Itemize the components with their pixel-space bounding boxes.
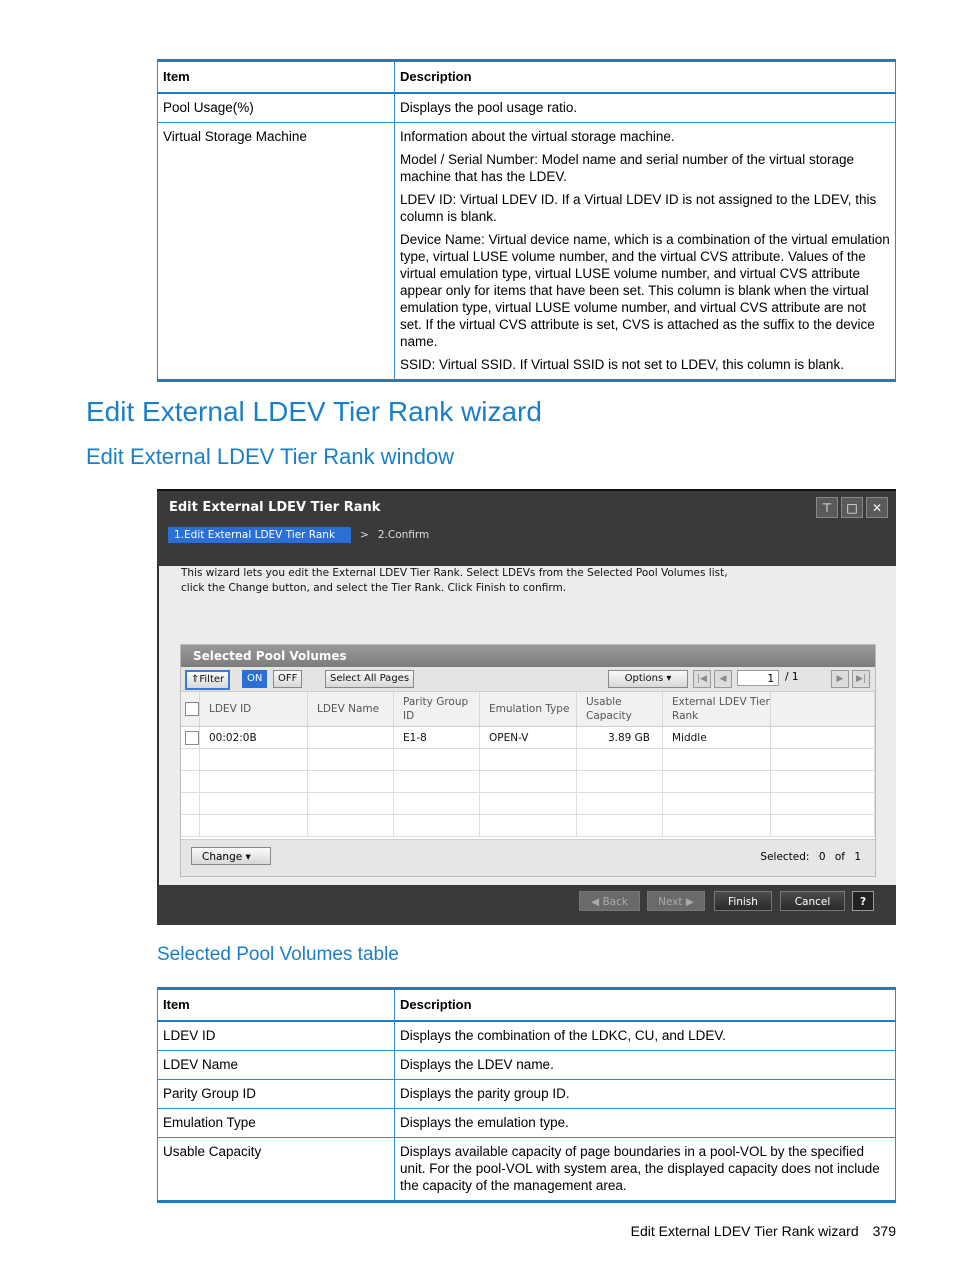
selected-total: 1 — [854, 851, 861, 863]
empty-row — [181, 793, 875, 815]
edit-tier-rank-window — [157, 489, 896, 925]
desc-paragraph: SSID: Virtual SSID. If Virtual SSID is not set to LDEV, this column is blank. — [400, 357, 844, 372]
col-emulation-type[interactable]: Emulation Type — [480, 692, 577, 727]
row-description: Displays the parity group ID. — [395, 1080, 896, 1109]
header-description: Description — [395, 989, 896, 1022]
desc-paragraph: Device Name: Virtual device name, which is a combination of the virtual emulation type, virtual LUSE volume number, and the virtual CVS attribute. Values of the virtual emulation type, virtual LUSE volume number, and virtual CVS attribute appear only for items that have been set. This column is blank when the virtual emulation type, virtual LUSE volume number, and virtual CVS attribute are not set. If the virtual CVS attribute is set, CVS is attached as the suffix to the device name. — [400, 232, 890, 349]
header-item: Item — [158, 61, 395, 94]
page-number: 379 — [872, 1223, 896, 1239]
selected-of: of — [834, 851, 845, 863]
section-heading-wizard: Edit External LDEV Tier Rank wizard — [86, 396, 542, 427]
table-row — [158, 1021, 896, 1051]
next-button[interactable]: Next ▶ — [647, 891, 705, 911]
page-number-input[interactable]: 1 — [737, 670, 779, 686]
filter-off-toggle[interactable]: OFF — [273, 670, 302, 688]
row-description: Displays the combination of the LDKC, CU, and LDEV. — [395, 1021, 896, 1051]
window-controls — [816, 497, 888, 518]
panel-footer — [181, 839, 875, 876]
row-description: Displays the LDEV name. — [395, 1051, 896, 1080]
panel-title: Selected Pool Volumes — [181, 645, 875, 667]
row-item: Pool Usage(%) — [158, 93, 395, 123]
col-empty — [771, 692, 875, 727]
row-description — [395, 123, 896, 381]
cell-ldev-id: 00:02:0B — [200, 727, 308, 749]
help-icon[interactable]: ? — [852, 891, 874, 911]
section-heading-window: Edit External LDEV Tier Rank window — [86, 444, 455, 469]
col-ldev-id[interactable]: LDEV ID — [200, 692, 308, 727]
header-item: Item — [158, 989, 395, 1022]
back-button[interactable]: ◀ Back — [579, 891, 640, 911]
pin-icon[interactable]: ⊤ — [816, 497, 838, 518]
cell-ldev-name — [308, 727, 394, 749]
cell-tier: Middle — [663, 727, 771, 749]
empty-row — [181, 815, 875, 837]
col-usable-capacity[interactable]: Usable Capacity — [577, 692, 663, 727]
row-checkbox[interactable] — [181, 727, 200, 749]
first-page-icon[interactable]: |◀ — [693, 670, 711, 688]
step-confirm: 2.Confirm — [377, 529, 430, 541]
desc-paragraph: Model / Serial Number: Model name and serial number of the virtual storage machine that has the LDEV. — [400, 152, 854, 184]
table-row — [158, 123, 896, 381]
cancel-button[interactable]: Cancel — [780, 891, 845, 911]
col-tier-rank[interactable]: External LDEV Tier Rank — [663, 692, 771, 727]
select-all-checkbox[interactable] — [181, 692, 200, 727]
col-ldev-name[interactable]: LDEV Name — [308, 692, 394, 727]
pool-volumes-grid — [181, 692, 875, 837]
close-icon[interactable]: ✕ — [866, 497, 888, 518]
header-description: Description — [395, 61, 896, 94]
instruction-line: click the Change button, and select the Tier Rank. Click Finish to confirm. — [181, 582, 567, 594]
row-item: Virtual Storage Machine — [158, 123, 395, 381]
change-button[interactable]: Change ▾ — [191, 847, 271, 865]
virtual-storage-table — [157, 59, 896, 382]
empty-row — [181, 771, 875, 793]
grid-header-row — [181, 692, 875, 727]
table-row — [158, 1051, 896, 1080]
maximize-icon[interactable]: □ — [841, 497, 863, 518]
row-description: Displays available capacity of page boundaries in a pool-VOL by the specified unit. For the pool-VOL with system area, the displayed capacity does not include the capacity of the management area. — [395, 1138, 896, 1202]
selected-value: 0 — [818, 851, 826, 863]
filter-on-toggle[interactable]: ON — [242, 670, 267, 688]
select-all-pages-button[interactable]: Select All Pages — [325, 670, 414, 688]
table-row — [158, 1109, 896, 1138]
finish-button[interactable]: Finish — [714, 891, 772, 911]
desc-paragraph: Information about the virtual storage machine. — [400, 129, 675, 144]
table-row — [158, 93, 896, 123]
panel-toolbar — [181, 667, 875, 692]
window-header — [157, 489, 896, 566]
step-edit: 1.Edit External LDEV Tier Rank — [168, 527, 351, 543]
desc-paragraph: LDEV ID: Virtual LDEV ID. If a Virtual LDEV ID is not assigned to the LDEV, this column is blank. — [400, 192, 877, 224]
footer-title: Edit External LDEV Tier Rank wizard — [630, 1223, 859, 1239]
wizard-steps — [168, 527, 429, 543]
selected-pool-volumes-panel — [180, 644, 876, 877]
desc-paragraph: Displays the pool usage ratio. — [400, 100, 578, 115]
window-title: Edit External LDEV Tier Rank — [169, 500, 381, 515]
prev-page-icon[interactable]: ◀ — [714, 670, 732, 688]
section-heading-table: Selected Pool Volumes table — [157, 944, 399, 965]
cell-capacity: 3.89 GB — [577, 727, 663, 749]
window-edge — [157, 564, 159, 894]
selected-count — [760, 851, 861, 863]
row-description: Displays the emulation type. — [395, 1109, 896, 1138]
row-item: Usable Capacity — [158, 1138, 395, 1202]
cell-emulation: OPEN-V — [480, 727, 577, 749]
selected-label: Selected: — [760, 851, 810, 863]
empty-row — [181, 749, 875, 771]
filter-button[interactable]: ⇑Filter — [185, 670, 230, 690]
row-item: LDEV Name — [158, 1051, 395, 1080]
col-parity-group[interactable]: Parity Group ID — [394, 692, 480, 727]
instruction-line: This wizard lets you edit the External LDEV Tier Rank. Select LDEVs from the Selected Pool Volumes list, — [181, 567, 728, 579]
cell-parity: E1-8 — [394, 727, 480, 749]
row-item: Emulation Type — [158, 1109, 395, 1138]
row-description — [395, 93, 896, 123]
table-row[interactable] — [181, 727, 875, 749]
page-footer — [631, 1223, 896, 1239]
step-separator: > — [360, 529, 369, 541]
table-row — [158, 1138, 896, 1202]
window-footer — [157, 885, 896, 925]
last-page-icon[interactable]: ▶| — [852, 670, 870, 688]
table-row — [158, 1080, 896, 1109]
pool-volumes-description-table — [157, 987, 896, 1203]
page-total: / 1 — [785, 671, 799, 683]
cell-empty — [771, 727, 875, 749]
row-item: LDEV ID — [158, 1021, 395, 1051]
wizard-instructions — [181, 566, 728, 596]
options-button[interactable]: Options ▾ — [608, 670, 688, 688]
next-page-icon[interactable]: ▶ — [831, 670, 849, 688]
row-item: Parity Group ID — [158, 1080, 395, 1109]
